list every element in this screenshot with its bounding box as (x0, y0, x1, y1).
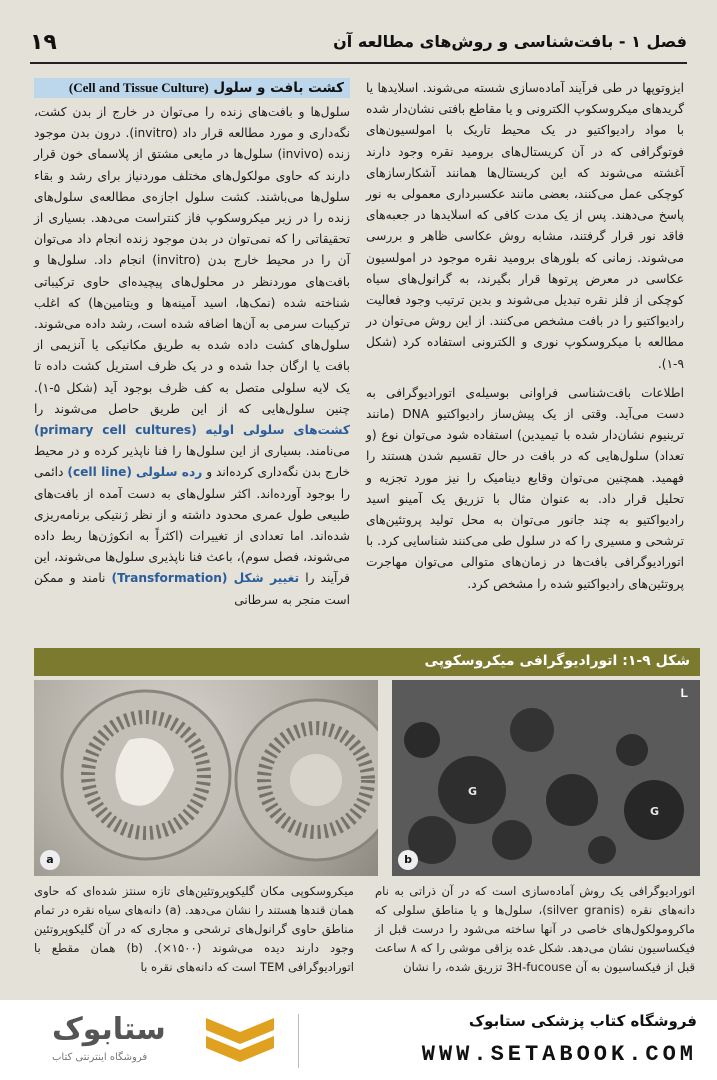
store-url[interactable]: WWW.SETABOOK.COM (421, 1042, 697, 1067)
term-primary-cell-cultures-en: (primary cell cultures) (34, 423, 197, 438)
cell-culture-paragraph: سلول‌ها و بافت‌های زنده را می‌توان در خارج از بدن کشت، نگه‌داری و مورد مطالعه قرار داد (invitro). درون بدن موجود زنده (invivo) سلول‌ها در مایعی مشتق از پلاسمای خون قرار دارند که حاوی مولکول‌های مختلف موردنیاز برای رشد و بقاء سلول‌ها می‌باشند. کشت سلول اجازه‌ی مطالعه‌ی سلول‌های زنده را در زیر میکروسکوپ فاز کنتراست می‌دهد. بسیاری از تحقیقاتی را که نمی‌توان در بدن موجود زنده انجام داد می‌توان آن را در محیط خارج بدن (invitro) انجام داد. سلول‌ها و بافت‌های موردنظر در محلول‌های پیچیده‌ای حاوی ترکیباتی شناخته شده (نمک‌ها، اسید آمینه‌ها و ویتامین‌ها) که اغلب ترکیبات سرمی به آن‌ها اضافه شده است، رشد داده می‌شوند. سلول‌های کشت داده شده به طریق مکانیکی یا آنزیمی از بافت یا ارگان جدا شده و در یک ظرف استریل کشت داده تا یک لایه سلولی متصل به کف ظرف بوجود آید (شکل ۵-۱). چنین سلول‌هایی که از این طریق حاصل می‌شوند را کشت‌های سلولی اولیه (primary cell cultures) می‌نامند. بسیاری از این سلول‌ها را فنا ناپذیر کرده و در محیط خارج بدن نگه‌داری کرده‌اند و رده سلولی (cell line) دائمی را بوجود آورده‌اند. اکثر سلول‌های به دست آمده از بافت‌های طبیعی طول عمری محدود داشته و از نظر ژنتیکی برنامه‌ریزی شده‌اند. اما تعدادی از تغییرات (اکثراً به انکوژن‌ها ربط داده می‌شوند، فصل سوم)، باعث فنا ناپذیری سلول‌ها می‌شوند، این فرآیند را تغییر شکل (Transformation) نامند و ممکن است منجر به سرطانی (34, 105, 351, 607)
svg-text:G: G (468, 785, 478, 798)
term-transformation-en: (Transformation) (111, 571, 228, 586)
panel-b-label: b (398, 850, 418, 870)
chapter-title: فصل ۱ - بافت‌شناسی و روش‌های مطالعه آن (333, 32, 687, 51)
footer-divider (298, 1014, 299, 1068)
term-transformation: تغییر شکل (233, 571, 300, 586)
page-number: ١٩ (30, 30, 57, 55)
right-text-column (366, 78, 684, 595)
panel-b-corner-label: L (680, 686, 688, 700)
running-head (30, 28, 687, 64)
logo-brand-text: ستابوک (52, 1012, 166, 1047)
section-title-en: (Cell and Tissue Culture) (68, 80, 209, 95)
store-name: فروشگاه کتاب پزشکی ستابوک (468, 1012, 697, 1030)
micrograph-a-image (34, 680, 378, 876)
svg-text:G: G (650, 805, 660, 818)
store-footer-banner (0, 1000, 717, 1080)
panel-a-label: a (40, 850, 60, 870)
figure-caption-left: میکروسکوپی مکان گلیکوپروتئین‌های تازه سنتز شده‌ای که حاوی همان قندها هستند را نشان می‌دهد. (a) دانه‌های سیاه نقره در تمام مناطق حاوی گرانول‌های ترشحی و مجاری که در آن گلیکوپروتئین وجود دارند دیده می‌شوند (۱۵۰۰×). (b) همان مقطع با اتورادیوگرافی TEM است که دانه‌های نقره با (34, 884, 354, 974)
section-heading (34, 78, 350, 98)
micrograph-panel-b (392, 680, 700, 876)
term-cell-line-en: (cell line) (67, 465, 132, 480)
figure-banner (34, 648, 700, 676)
logo-tagline: فروشگاه اینترنتی کتاب (52, 1052, 148, 1063)
left-text-column (34, 78, 350, 611)
setabook-logo-icon (200, 1010, 280, 1072)
section-title-fa: کشت بافت و سلول (213, 80, 344, 96)
term-cell-line: رده سلولی (135, 465, 203, 480)
autoradiography-paragraph-2: اطلاعات بافت‌شناسی فراوانی بوسیله‌ی اتورادیوگرافی به دست می‌آید. وقتی از یک پیش‌ساز رادیواکتیو DNA (مانند ترینیوم نشان‌دار شده با تیمیدین) استفاده شود می‌توان نوع (و تعداد) سلول‌هایی که در بافت در حال تقسیم شدن هستند را فهمید. همچنین می‌توان وقایع دینامیک را نیز مورد تجزیه و تحلیل قرار داد. به عنوان مثال با تزریق یک آمینو اسید رادیواکتیو به چند جانور می‌توان به محل تولید پروتئین‌های ترشحی و مسیری را که در سلول طی می‌کنند شناسایی کرد. با اتورادیوگرافی بافت‌ها در زمان‌های متوالی می‌توان مهاجرت پروتئین‌های رادیواکتیو شده را مشخص کرد. (366, 385, 684, 591)
figure-caption-right: اتورادیوگرافی یک روش آماده‌سازی است که در آن ذراتی به نام دانه‌های نقره (silver granis)، سلول‌ها و یا مناطق سلولی که ماکرومولکول‌های خاصی در آنها ساخته می‌شود را درست قبل از فیکساسیون نشان می‌دهد. شکل غده بزاقی موشی را که ۸ ساعت قبل از فیکساسیون به آن 3H-fucouse تزریق شده، را نشان (375, 884, 695, 974)
micrograph-panel-a (34, 680, 378, 876)
autoradiography-paragraph-1: ایزوتوپها در طی فرآیند آماده‌سازی شسته می‌شوند. اسلایدها یا گریدهای میکروسکوپ الکترونی و یا مقاطع بافتی نشان‌دار شده با مواد رادیواکتیو در یک محیط تاریک با امولسیون‌های فوتوگرافی که در آن کریستال‌های برومید نقره وجود دارند آغشته می‌شوند که این کریستال‌ها همانند آشکارسازهای کوچکی عمل می‌کنند، بعضی مانند عکسبرداری معمولی به نور پاسخ می‌دهند. پس از یک مدت کافی که اسلایدها در جعبه‌های فاقد نور قرار گرفتند، مشابه روش عکاسی ظاهر و بررسی می‌شوند. زمانی که بلورهای برومید نقره موجود در امولسیون عکاسی در معرض پرتوها قرار بگیرند، به گرانول‌های سیاه کوچکی از فلز نقره تبدیل می‌شوند و بدین ترتیب وجود فعالیت رادیواکتیو را در بافت مشخص می‌کنند. از این روش می‌توان در مطالعه با میکروسکوپ نوری و الکترونی استفاده کرد (شکل ۹-۱). (366, 81, 684, 371)
term-primary-cell-cultures: کشت‌های سلولی اولیه (205, 423, 351, 438)
figure-title: شکل ۹-۱: اتورادیوگرافی میکروسکوپی (424, 653, 690, 669)
micrograph-b-image (392, 680, 700, 876)
